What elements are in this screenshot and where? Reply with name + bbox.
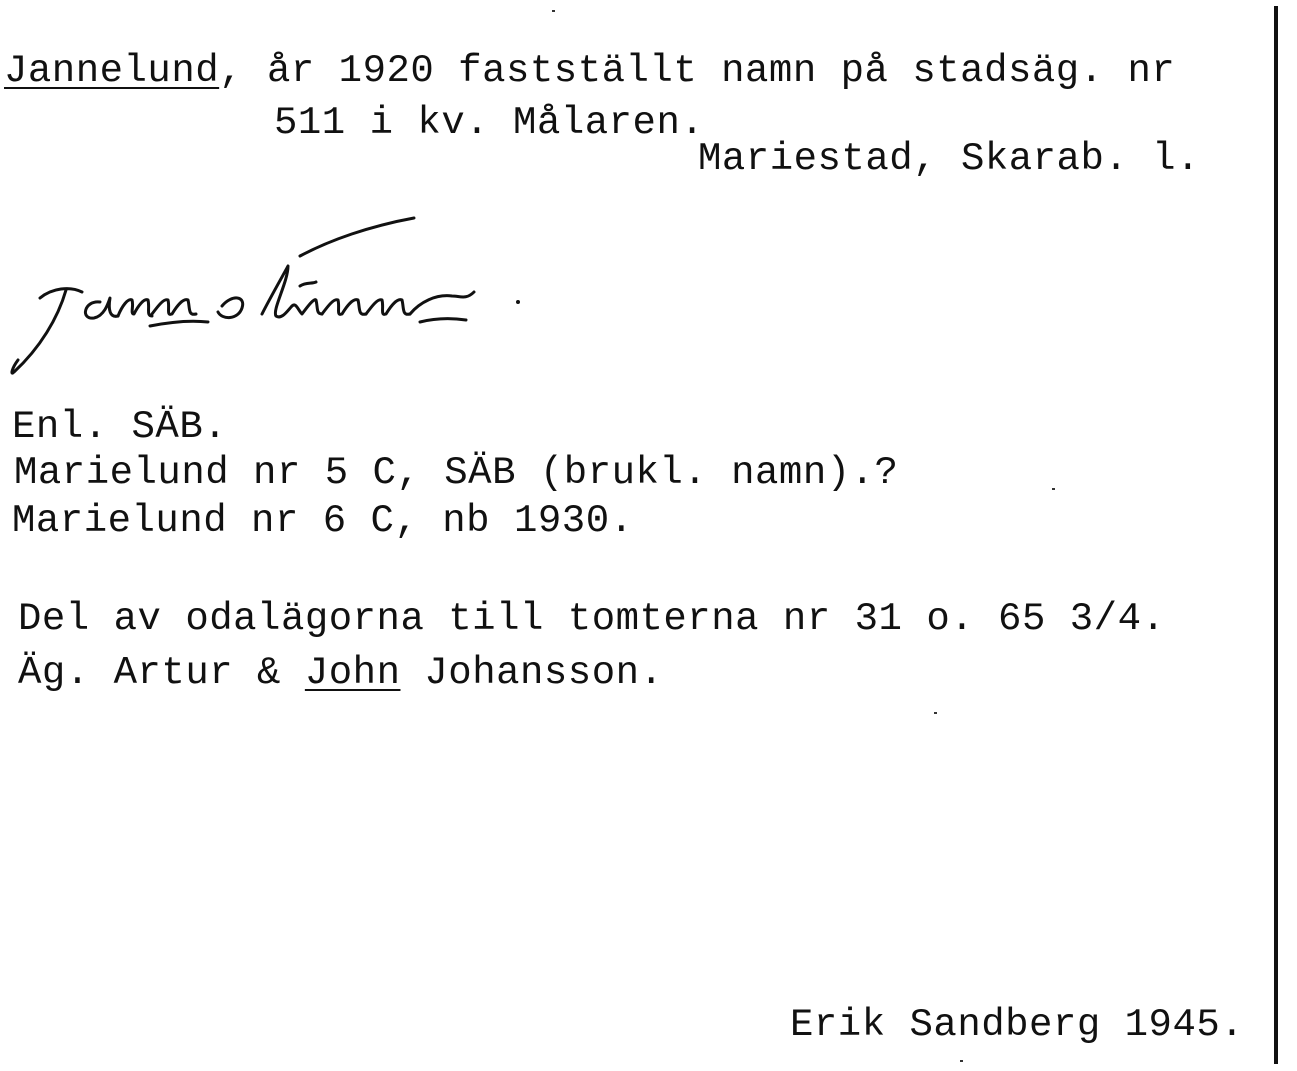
owner-underlined-name: John xyxy=(304,651,401,695)
header-line-1 xyxy=(4,49,1176,93)
source-line-2: Marielund nr 5 C, SÄB (brukl. namn).? xyxy=(14,451,899,495)
scan-speck xyxy=(934,712,937,714)
location: Mariestad, Skarab. l. xyxy=(698,137,1200,181)
card-edge-line xyxy=(1274,6,1278,1064)
scan-speck xyxy=(1052,488,1055,490)
headword: Jannelund xyxy=(4,49,220,93)
scan-speck xyxy=(552,10,555,12)
source-line-3: Marielund nr 6 C, nb 1930. xyxy=(12,499,634,543)
note-line-1: Del av odalägorna till tomterna nr 31 o. 65 3/4. xyxy=(18,597,1166,641)
header-line-1-rest: , år 1920 fastställt namn på stadsäg. nr xyxy=(219,49,1176,93)
owner-suffix: Johansson. xyxy=(400,651,664,695)
owner-prefix: Äg. Artur & xyxy=(18,651,305,695)
header-line-2: 511 i kv. Målaren. xyxy=(274,101,705,145)
source-line-1: Enl. SÄB. xyxy=(12,405,228,449)
note-line-2 xyxy=(18,651,664,695)
signature: Erik Sandberg 1945. xyxy=(790,1003,1245,1047)
scan-speck xyxy=(960,1060,963,1062)
handwritten-pronunciation xyxy=(0,210,540,390)
